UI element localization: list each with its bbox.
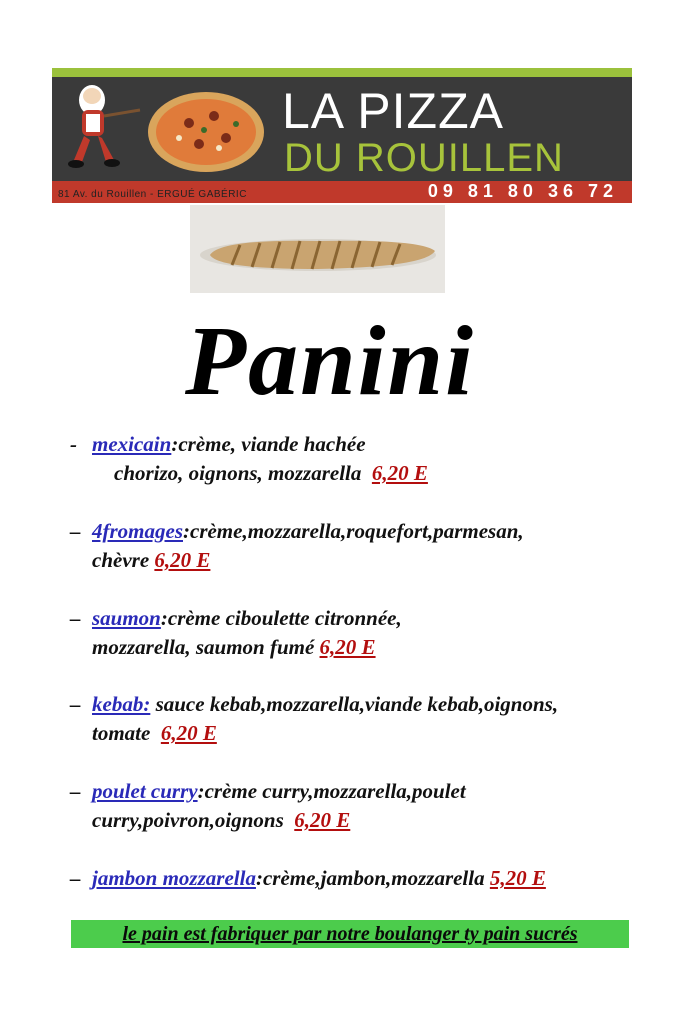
menu-item-saumon bbox=[70, 604, 402, 662]
item-name: poulet curry bbox=[92, 779, 198, 803]
panini-image-icon bbox=[190, 205, 445, 293]
menu-item-poulet-curry bbox=[70, 777, 466, 835]
panini-photo bbox=[190, 205, 445, 293]
item-price: 6,20 E bbox=[154, 548, 211, 572]
item-name: kebab: bbox=[92, 692, 151, 716]
item-ingredients-cont: chèvre bbox=[92, 548, 150, 572]
restaurant-title-line2: DU ROUILLEN bbox=[284, 136, 564, 180]
item-name: saumon bbox=[92, 606, 161, 630]
menu-item-mexicain bbox=[70, 430, 428, 488]
item-price: 6,20 E bbox=[160, 721, 217, 745]
item-bullet: – bbox=[70, 519, 81, 543]
item-ingredients: sauce kebab,mozzarella,viande kebab,oignons, bbox=[150, 692, 559, 716]
pizza-icon bbox=[144, 88, 274, 178]
item-ingredients: :crème ciboulette citronnée, bbox=[160, 606, 402, 630]
page-title: Panini bbox=[185, 305, 475, 416]
banner-top-stripe bbox=[52, 68, 632, 77]
item-bullet: – bbox=[70, 692, 81, 716]
item-ingredients-cont: tomate bbox=[92, 721, 151, 745]
chef-mascot-icon bbox=[60, 80, 150, 175]
item-name: jambon mozzarella bbox=[92, 866, 256, 890]
item-name: mexicain bbox=[92, 432, 172, 456]
menu-item-4fromages bbox=[70, 517, 524, 575]
item-ingredients: :crème,mozzarella,roquefort,parmesan, bbox=[183, 519, 524, 543]
item-ingredients: :crème,jambon,mozzarella bbox=[255, 866, 485, 890]
item-ingredients: :crème curry,mozzarella,poulet bbox=[197, 779, 466, 803]
item-ingredients: :crème, viande hachée bbox=[171, 432, 366, 456]
item-name: 4fromages bbox=[92, 519, 183, 543]
menu-item-kebab bbox=[70, 690, 559, 748]
item-price: 6,20 E bbox=[371, 461, 428, 485]
item-ingredients-cont: curry,poivron,oignons bbox=[92, 808, 284, 832]
restaurant-phone: 09 81 80 36 72 bbox=[427, 181, 618, 201]
item-bullet: – bbox=[70, 866, 81, 890]
item-price: 5,20 E bbox=[489, 866, 546, 890]
header-banner bbox=[52, 68, 632, 203]
item-ingredients-cont: chorizo, oignons, mozzarella bbox=[114, 461, 362, 485]
restaurant-title-line1: LA PIZZA bbox=[282, 83, 504, 139]
bread-note: le pain est fabriquer par notre boulanger ty pain sucrés bbox=[71, 920, 629, 948]
banner-contact-bar bbox=[52, 181, 632, 203]
menu-item-jambon-mozzarella bbox=[70, 864, 546, 893]
restaurant-address: 81 Av. du Rouillen - ERGUÉ GABÉRIC bbox=[58, 189, 247, 200]
item-bullet: – bbox=[70, 606, 81, 630]
item-price: 6,20 E bbox=[319, 635, 376, 659]
item-price: 6,20 E bbox=[294, 808, 351, 832]
item-bullet: – bbox=[70, 779, 81, 803]
item-bullet: - bbox=[70, 432, 77, 456]
item-ingredients-cont: mozzarella, saumon fumé bbox=[92, 635, 315, 659]
